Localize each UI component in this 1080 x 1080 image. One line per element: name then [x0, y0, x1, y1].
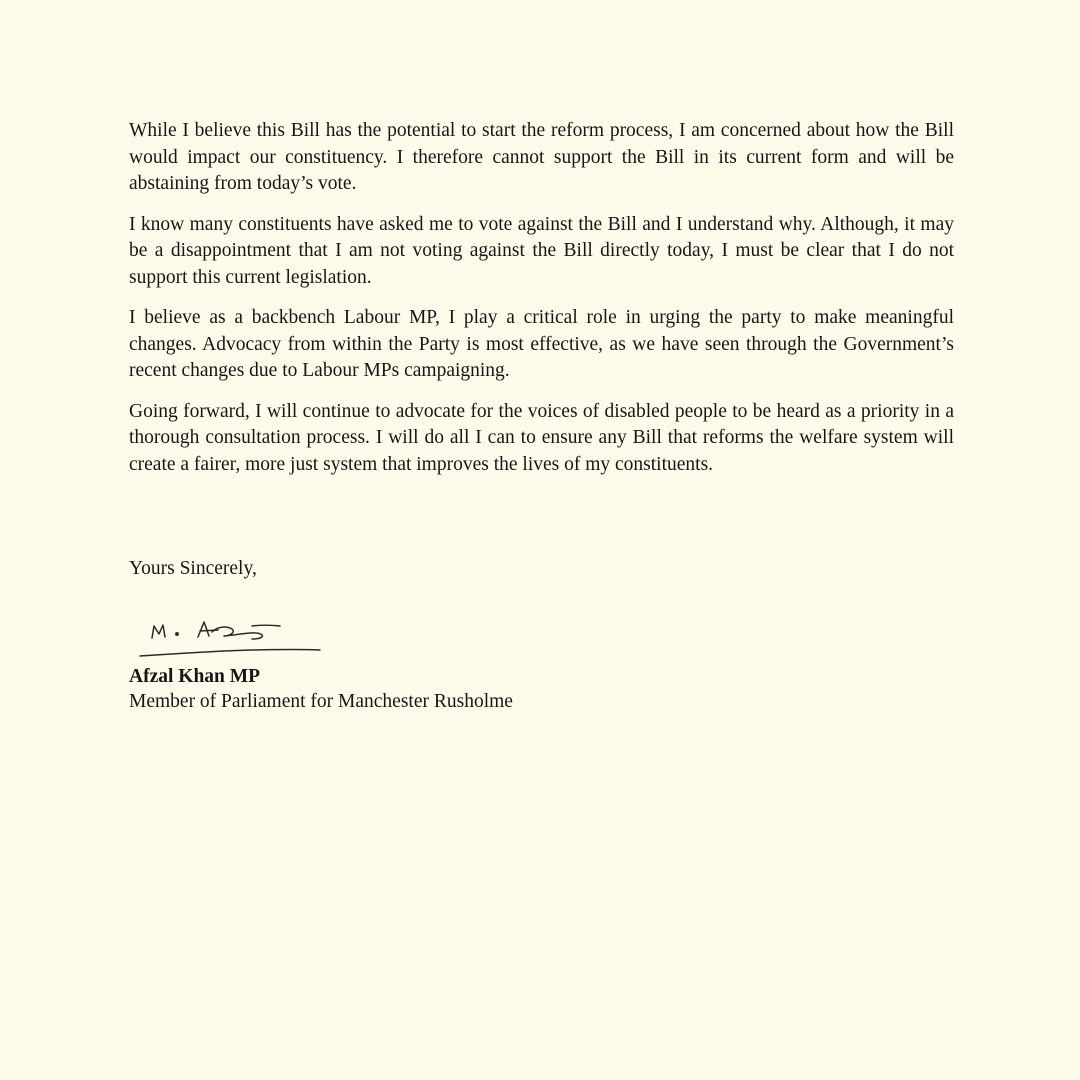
paragraph-1: While I believe this Bill has the potential to start the reform process, I am concerned about how the Bill would impact our constituency. I therefore cannot support the Bill in its current form and will be abstaining from today’s vote. [129, 120, 954, 194]
signatory-name: Afzal Khan MP [129, 666, 261, 687]
closing-salutation: Yours Sincerely, [129, 558, 257, 579]
paragraph-4: Going forward, I will continue to advocate for the voices of disabled people to be heard as a priority in a thorough consultation process. I will do all I can to ensure any Bill that reforms the welfare system will create a fairer, more just system that improves the lives of my constituents. [129, 400, 954, 475]
paragraph-2: I know many constituents have asked me to vote against the Bill and I understand why. Although, it may be a disappointment that I am not voting against the Bill directly today, I must be clear that I do not support this current legislation. [129, 213, 954, 288]
paragraph-3: I believe as a backbench Labour MP, I play a critical role in urging the party to make meaningful changes. Advocacy from within the Party is most effective, as we have seen through the Government’s recent changes due to Labour MPs campaigning. [129, 307, 954, 381]
signatory-title: Member of Parliament for Manchester Rusholme [129, 691, 513, 712]
letter-body [129, 118, 954, 492]
handwritten-signature [132, 612, 332, 660]
signatory-block [129, 664, 513, 714]
